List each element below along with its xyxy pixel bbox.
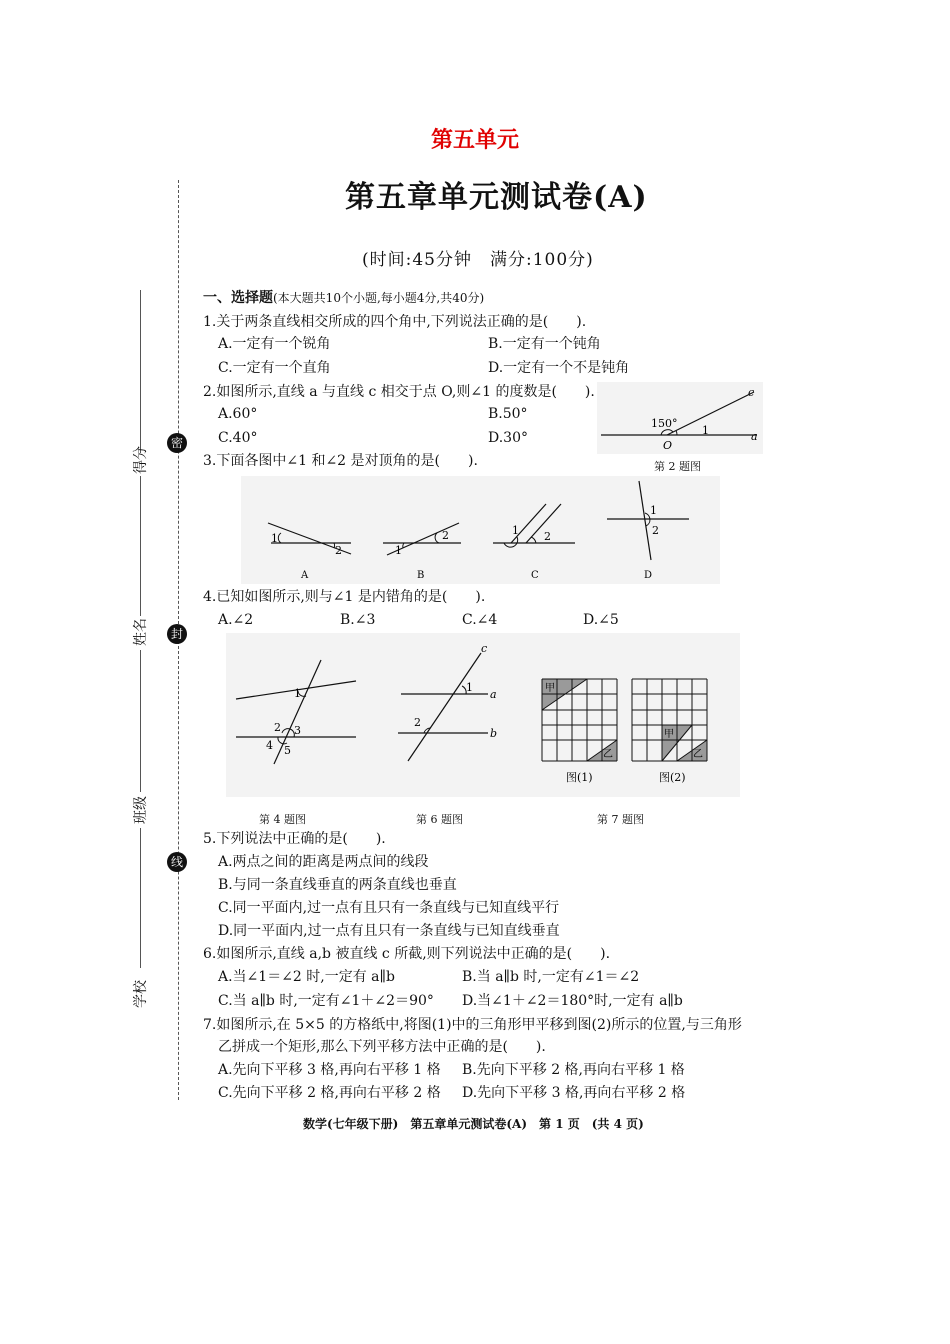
- fig3c-one: 1: [512, 524, 519, 537]
- fig6-n1: 1: [466, 681, 473, 694]
- figure-q4-q6-q7: [226, 633, 740, 797]
- q4-option-c: C.∠4: [462, 612, 498, 628]
- q7-stem-cont: 乙拼成一个矩形,那么下列平移方法中正确的是( ).: [218, 1039, 546, 1055]
- fig3a-one: 1: [271, 532, 278, 545]
- fig3-label-c: C: [531, 570, 539, 581]
- q4-option-d: D.∠5: [583, 612, 619, 628]
- fig6-n2: 2: [414, 716, 421, 729]
- fig2-point-o: O: [663, 439, 673, 452]
- fig6-line-a: a: [490, 688, 497, 701]
- q7-option-d: D.先向下平移 3 格,再向右平移 2 格: [462, 1085, 686, 1101]
- q4-stem: 4.已知如图所示,则与∠1 是内错角的是( ).: [203, 589, 486, 605]
- fig4-caption: 第 4 题图: [259, 813, 306, 826]
- fig7-caption: 第 7 题图: [597, 813, 644, 826]
- class-line: [140, 650, 141, 792]
- score-line: [140, 290, 141, 453]
- fig2-angle-1: 1: [702, 424, 709, 437]
- q6-option-b: B.当 a∥b 时,一定有∠1＝∠2: [462, 969, 640, 985]
- figure-q2: [597, 382, 763, 454]
- q1-option-a: A.一定有一个锐角: [218, 336, 331, 352]
- fig6-line-c: c: [481, 642, 488, 655]
- q1-option-d: D.一定有一个不是钝角: [488, 360, 630, 376]
- q4-option-b: B.∠3: [340, 612, 376, 628]
- page-footer: 数学(七年级下册) 第五章单元测试卷(A) 第 1 页 (共 4 页): [303, 1117, 644, 1131]
- section-title: 一、选择题: [203, 290, 273, 306]
- unit-title: 第五单元: [431, 127, 520, 153]
- q5-option-a: A.两点之间的距离是两点间的线段: [218, 854, 429, 870]
- q7-option-c: C.先向下平移 2 格,再向右平移 2 格: [218, 1085, 441, 1101]
- class-label: 班级: [133, 796, 149, 824]
- fig3-label-a: A: [301, 570, 309, 581]
- name-label: 姓名: [133, 618, 149, 646]
- fig7-label-1: 图(1): [566, 771, 593, 784]
- fig7-yi-2: 乙: [693, 749, 703, 760]
- fig6-caption: 第 6 题图: [416, 813, 463, 826]
- fig2-line-c: c: [748, 386, 755, 399]
- q5-option-d: D.同一平面内,过一点有且只有一条直线与已知直线垂直: [218, 923, 560, 939]
- fig4-n5: 5: [284, 744, 291, 757]
- q5-option-b: B.与同一条直线垂直的两条直线也垂直: [218, 877, 457, 893]
- fig3-label-b: B: [417, 570, 425, 581]
- q6-option-a: A.当∠1＝∠2 时,一定有 a∥b: [218, 969, 395, 985]
- fig2-caption: 第 2 题图: [654, 460, 701, 473]
- q4-option-a: A.∠2: [218, 612, 254, 628]
- q2-option-d: D.30°: [488, 430, 528, 446]
- q6-option-c: C.当 a∥b 时,一定有∠1＋∠2＝90°: [218, 993, 434, 1009]
- seal-mi: 密: [167, 433, 187, 453]
- q1-option-c: C.一定有一个直角: [218, 360, 331, 376]
- fig2-angle-150: 150°: [651, 417, 678, 430]
- name-line: [140, 476, 141, 616]
- q7-stem: 7.如图所示,在 5×5 的方格纸中,将图(1)中的三角形甲平移到图(2)所示的位置,与三角形: [203, 1017, 742, 1033]
- fig7-jia-1: 甲: [545, 683, 555, 694]
- fig4-n2: 2: [274, 721, 281, 734]
- q6-option-d: D.当∠1＋∠2＝180°时,一定有 a∥b: [462, 993, 683, 1009]
- fig3-label-d: D: [644, 570, 653, 581]
- q1-stem: 1.关于两条直线相交所成的四个角中,下列说法正确的是( ).: [203, 314, 587, 330]
- q2-option-b: B.50°: [488, 406, 528, 422]
- fig3a-two: 2: [335, 544, 342, 557]
- fig3c-two: 2: [544, 530, 551, 543]
- fig3d-one: 1: [650, 504, 657, 517]
- score-label: 得分: [133, 446, 149, 474]
- q3-stem: 3.下面各图中∠1 和∠2 是对顶角的是( ).: [203, 453, 478, 469]
- q2-option-c: C.40°: [218, 430, 258, 446]
- seal-feng: 封: [167, 624, 187, 644]
- q2-stem: 2.如图所示,直线 a 与直线 c 相交于点 O,则∠1 的度数是( ).: [203, 384, 595, 400]
- fig6-line-b: b: [490, 727, 498, 740]
- fig4-n4: 4: [266, 739, 273, 752]
- q1-option-b: B.一定有一个钝角: [488, 336, 601, 352]
- fig7-grid-2: [632, 679, 707, 761]
- fig4-n3: 3: [294, 724, 301, 737]
- page-title: 第五章单元测试卷(A): [345, 180, 648, 215]
- fig4-n1: 1: [294, 687, 301, 700]
- fig3d-two: 2: [652, 524, 659, 537]
- fig7-jia-2: 甲: [664, 729, 674, 740]
- fig2-line-a: a: [751, 430, 758, 443]
- figure-q3: [241, 476, 720, 584]
- exam-time-score: (时间:45分钟 满分:100分): [362, 250, 594, 270]
- fig7-grid-1: [542, 679, 617, 761]
- q7-option-a: A.先向下平移 3 格,再向右平移 1 格: [218, 1062, 441, 1078]
- fig3b-one: 1: [395, 544, 402, 557]
- q2-option-a: A.60°: [218, 406, 258, 422]
- fig3b-two: 2: [442, 529, 449, 542]
- section-heading: [203, 289, 484, 307]
- q5-option-c: C.同一平面内,过一点有且只有一条直线与已知直线平行: [218, 900, 560, 916]
- section-note: (本大题共10个小题,每小题4分,共40分): [273, 291, 485, 305]
- fig7-yi-1: 乙: [603, 749, 613, 760]
- fig7-label-2: 图(2): [659, 771, 686, 784]
- q5-stem: 5.下列说法中正确的是( ).: [203, 831, 386, 847]
- seal-xian: 线: [167, 852, 187, 872]
- q7-option-b: B.先向下平移 2 格,再向右平移 1 格: [462, 1062, 685, 1078]
- q6-stem: 6.如图所示,直线 a,b 被直线 c 所截,则下列说法中正确的是( ).: [203, 946, 611, 962]
- school-label: 学校: [133, 980, 149, 1008]
- school-line: [140, 828, 141, 968]
